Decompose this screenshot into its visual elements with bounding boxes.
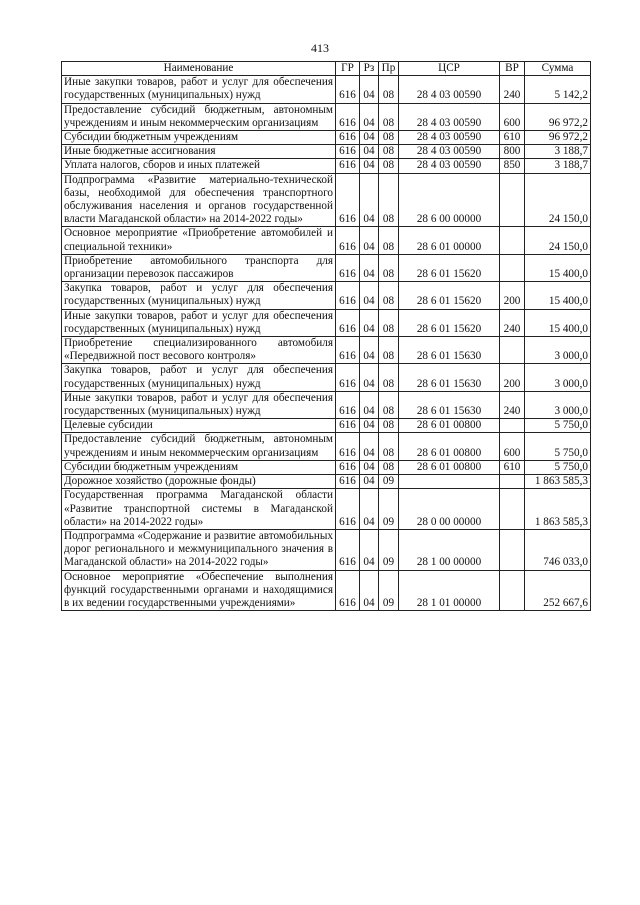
cell-vr: 240	[500, 309, 525, 336]
cell-name: Дорожное хозяйство (дорожные фонды)	[62, 475, 336, 489]
cell-csr: 28 6 01 15620	[399, 282, 500, 309]
cell-sum: 15 400,0	[525, 282, 591, 309]
cell-rz: 04	[360, 364, 379, 391]
cell-pr: 08	[379, 254, 399, 281]
cell-csr: 28 1 01 00000	[399, 570, 500, 611]
cell-name: Предоставление субсидий бюджетным, автономным учреждениям и иным некоммерческим организациям	[62, 103, 336, 130]
table-row	[62, 419, 591, 433]
table-row	[62, 309, 591, 336]
cell-name: Уплата налогов, сборов и иных платежей	[62, 159, 336, 173]
cell-sum: 1 863 585,3	[525, 489, 591, 530]
cell-rz: 04	[360, 570, 379, 611]
cell-rz: 04	[360, 529, 379, 570]
cell-csr: 28 4 03 00590	[399, 76, 500, 103]
cell-pr: 08	[379, 131, 399, 145]
cell-rz: 04	[360, 145, 379, 159]
cell-gr: 616	[336, 173, 360, 227]
cell-vr	[500, 489, 525, 530]
cell-pr: 08	[379, 391, 399, 418]
cell-sum: 5 142,2	[525, 76, 591, 103]
cell-rz: 04	[360, 103, 379, 130]
cell-pr: 08	[379, 282, 399, 309]
cell-name: Закупка товаров, работ и услуг для обеспечения государственных (муниципальных) нужд	[62, 364, 336, 391]
cell-rz: 04	[360, 419, 379, 433]
cell-sum: 96 972,2	[525, 103, 591, 130]
table-row	[62, 159, 591, 173]
cell-vr: 850	[500, 159, 525, 173]
cell-csr: 28 6 01 15630	[399, 391, 500, 418]
table-row	[62, 364, 591, 391]
cell-gr: 616	[336, 131, 360, 145]
cell-sum: 3 188,7	[525, 159, 591, 173]
cell-name: Подпрограмма «Содержание и развитие автомобильных дорог регионального и межмуниципального значения в Магаданской области» на 2014-2022 годы»	[62, 529, 336, 570]
budget-table	[61, 61, 591, 611]
cell-gr: 616	[336, 282, 360, 309]
cell-csr: 28 6 01 00000	[399, 227, 500, 254]
cell-csr: 28 4 03 00590	[399, 159, 500, 173]
cell-gr: 616	[336, 309, 360, 336]
cell-pr: 08	[379, 309, 399, 336]
cell-name: Государственная программа Магаданской области «Развитие транспортной системы в Магаданской области» на 2014-2022 годы»	[62, 489, 336, 530]
cell-gr: 616	[336, 364, 360, 391]
cell-rz: 04	[360, 131, 379, 145]
cell-sum: 3 000,0	[525, 391, 591, 418]
table-row	[62, 145, 591, 159]
cell-vr	[500, 529, 525, 570]
cell-vr	[500, 475, 525, 489]
cell-rz: 04	[360, 475, 379, 489]
cell-rz: 04	[360, 309, 379, 336]
cell-csr: 28 4 03 00590	[399, 145, 500, 159]
table-row	[62, 103, 591, 130]
cell-vr: 240	[500, 76, 525, 103]
cell-vr	[500, 570, 525, 611]
cell-vr: 200	[500, 282, 525, 309]
table-row	[62, 76, 591, 103]
table-row	[62, 282, 591, 309]
cell-csr: 28 6 00 00000	[399, 173, 500, 227]
cell-name: Иные закупки товаров, работ и услуг для обеспечения государственных (муниципальных) нужд	[62, 76, 336, 103]
cell-name: Предоставление субсидий бюджетным, автономным учреждениям и иным некоммерческим организациям	[62, 433, 336, 460]
cell-rz: 04	[360, 173, 379, 227]
cell-pr: 09	[379, 529, 399, 570]
cell-pr: 08	[379, 145, 399, 159]
cell-pr: 08	[379, 460, 399, 474]
cell-gr: 616	[336, 337, 360, 364]
cell-pr: 08	[379, 103, 399, 130]
header-gr: ГР	[336, 62, 360, 76]
header-sum: Сумма	[525, 62, 591, 76]
cell-name: Основное мероприятие «Обеспечение выполнения функций государственными органами и находящимися в их ведении государственными учреждениями»	[62, 570, 336, 611]
cell-rz: 04	[360, 433, 379, 460]
cell-sum: 5 750,0	[525, 419, 591, 433]
table-row	[62, 433, 591, 460]
cell-sum: 746 033,0	[525, 529, 591, 570]
cell-sum: 1 863 585,3	[525, 475, 591, 489]
table-row	[62, 570, 591, 611]
cell-pr: 08	[379, 173, 399, 227]
cell-csr: 28 6 01 15630	[399, 337, 500, 364]
cell-rz: 04	[360, 159, 379, 173]
cell-gr: 616	[336, 433, 360, 460]
cell-vr: 610	[500, 131, 525, 145]
cell-vr	[500, 254, 525, 281]
cell-sum: 5 750,0	[525, 460, 591, 474]
cell-gr: 616	[336, 103, 360, 130]
cell-gr: 616	[336, 570, 360, 611]
cell-pr: 08	[379, 433, 399, 460]
header-row	[62, 62, 591, 76]
header-name: Наименование	[62, 62, 336, 76]
cell-vr: 800	[500, 145, 525, 159]
cell-csr: 28 4 03 00590	[399, 131, 500, 145]
cell-sum: 3 000,0	[525, 364, 591, 391]
cell-sum: 252 667,6	[525, 570, 591, 611]
cell-gr: 616	[336, 254, 360, 281]
cell-name: Закупка товаров, работ и услуг для обеспечения государственных (муниципальных) нужд	[62, 282, 336, 309]
header-rz: Рз	[360, 62, 379, 76]
page-number: 413	[311, 41, 329, 55]
cell-name: Целевые субсидии	[62, 419, 336, 433]
cell-name: Приобретение специализированного автомобиля «Передвижной пост весового контроля»	[62, 337, 336, 364]
cell-csr: 28 1 00 00000	[399, 529, 500, 570]
cell-vr	[500, 337, 525, 364]
cell-csr: 28 6 01 15620	[399, 254, 500, 281]
cell-sum: 5 750,0	[525, 433, 591, 460]
cell-gr: 616	[336, 76, 360, 103]
cell-rz: 04	[360, 254, 379, 281]
cell-name: Иные бюджетные ассигнования	[62, 145, 336, 159]
cell-sum: 24 150,0	[525, 173, 591, 227]
cell-rz: 04	[360, 460, 379, 474]
cell-sum: 15 400,0	[525, 254, 591, 281]
cell-vr: 200	[500, 364, 525, 391]
cell-name: Подпрограмма «Развитие материально-технической базы, необходимой для обеспечения транспортного обслуживания населения и органов государственной власти Магаданской области» на 2014-2022 годы»	[62, 173, 336, 227]
cell-vr	[500, 173, 525, 227]
cell-name: Субсидии бюджетным учреждениям	[62, 460, 336, 474]
cell-name: Субсидии бюджетным учреждениям	[62, 131, 336, 145]
cell-pr: 08	[379, 364, 399, 391]
table-row	[62, 173, 591, 227]
cell-gr: 616	[336, 159, 360, 173]
cell-rz: 04	[360, 391, 379, 418]
cell-pr: 08	[379, 159, 399, 173]
cell-rz: 04	[360, 227, 379, 254]
table-row	[62, 529, 591, 570]
cell-csr	[399, 475, 500, 489]
cell-vr: 240	[500, 391, 525, 418]
cell-vr: 600	[500, 433, 525, 460]
cell-csr: 28 6 01 15620	[399, 309, 500, 336]
cell-sum: 24 150,0	[525, 227, 591, 254]
cell-rz: 04	[360, 76, 379, 103]
cell-vr: 600	[500, 103, 525, 130]
table-row	[62, 475, 591, 489]
table-row	[62, 489, 591, 530]
cell-rz: 04	[360, 282, 379, 309]
table-row	[62, 337, 591, 364]
cell-pr: 08	[379, 227, 399, 254]
cell-pr: 08	[379, 419, 399, 433]
cell-pr: 08	[379, 337, 399, 364]
cell-vr	[500, 419, 525, 433]
cell-csr: 28 6 01 15630	[399, 364, 500, 391]
cell-name: Приобретение автомобильного транспорта для организации перевозок пассажиров	[62, 254, 336, 281]
cell-sum: 96 972,2	[525, 131, 591, 145]
table-body	[62, 76, 591, 611]
cell-gr: 616	[336, 475, 360, 489]
cell-gr: 616	[336, 460, 360, 474]
cell-name: Иные закупки товаров, работ и услуг для обеспечения государственных (муниципальных) нужд	[62, 391, 336, 418]
table-row	[62, 131, 591, 145]
cell-csr: 28 6 01 00800	[399, 460, 500, 474]
cell-sum: 3 188,7	[525, 145, 591, 159]
cell-csr: 28 6 01 00800	[399, 419, 500, 433]
cell-pr: 08	[379, 76, 399, 103]
cell-gr: 616	[336, 391, 360, 418]
cell-pr: 09	[379, 489, 399, 530]
table-row	[62, 227, 591, 254]
cell-name: Иные закупки товаров, работ и услуг для обеспечения государственных (муниципальных) нужд	[62, 309, 336, 336]
table-header	[62, 62, 591, 76]
cell-sum: 15 400,0	[525, 309, 591, 336]
header-csr: ЦСР	[399, 62, 500, 76]
cell-csr: 28 0 00 00000	[399, 489, 500, 530]
header-pr: Пр	[379, 62, 399, 76]
cell-pr: 09	[379, 570, 399, 611]
cell-gr: 616	[336, 529, 360, 570]
cell-csr: 28 4 03 00590	[399, 103, 500, 130]
cell-pr: 09	[379, 475, 399, 489]
cell-rz: 04	[360, 337, 379, 364]
cell-sum: 3 000,0	[525, 337, 591, 364]
table-row	[62, 391, 591, 418]
cell-gr: 616	[336, 145, 360, 159]
header-vr: ВР	[500, 62, 525, 76]
table-row	[62, 254, 591, 281]
cell-rz: 04	[360, 489, 379, 530]
table-row	[62, 460, 591, 474]
cell-gr: 616	[336, 489, 360, 530]
cell-gr: 616	[336, 227, 360, 254]
cell-gr: 616	[336, 419, 360, 433]
cell-name: Основное мероприятие «Приобретение автомобилей и специальной техники»	[62, 227, 336, 254]
cell-vr	[500, 227, 525, 254]
cell-csr: 28 6 01 00800	[399, 433, 500, 460]
cell-vr: 610	[500, 460, 525, 474]
